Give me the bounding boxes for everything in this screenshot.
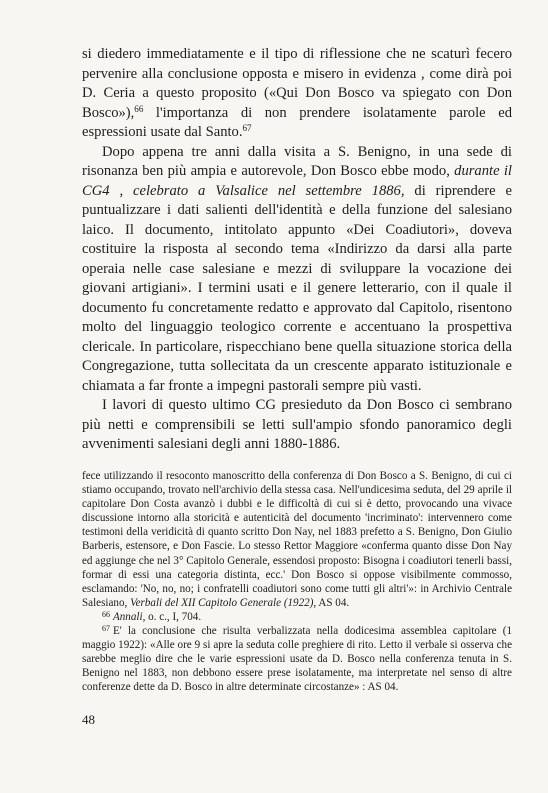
footnote-66 <box>82 610 512 624</box>
paragraph-1-text-b: l'importanza di non prendere isolatamente parole ed espressioni usate dal Santo. <box>82 104 512 140</box>
footnote-66-number: 66 <box>102 610 110 620</box>
paragraph-3: I lavori di questo ultimo CG presieduto da Don Bosco ci sembrano più netti e comprensibili se letti sull'ampio sfondo panoramico degli avvenimenti salesiani degli anni 1880-1886. <box>82 397 512 452</box>
footnote-continuation-text-b: AS 04. <box>316 596 350 609</box>
footnote-continuation-italic: Verbali del XII Capitolo Generale (1922), <box>130 596 317 609</box>
page-number: 48 <box>82 712 95 727</box>
footnote-continuation-text-a: fece utilizzando il resoconto manoscritto della conferenza di Don Bosco a S. Benigno, di cui ci stiamo occupando, trovato nell'archivio della stessa casa. Nell'undicesima seduta, del 29 aprile il capitolare Don Costa avanzò i dubbi e le difficoltà di cui si è detto, provocando una vivace discussione intorno alla storicità e autenticità del documento 'incriminato': intervennero come testimoni della veridicità di quanto scritto Don Nay, nel 1883 prefetto a S. Benigno, Don Giulio Barberis, estensore, e Don Fascie. Lo stesso Rettor Maggiore «conferma quanto disse Don Nay ed aggiunge che nel 3° Capitolo Generale, essendosi proposto: Bisogna i coadiutori tenerli bassi, formar di essi una categoria distinta, ecc.' Don Bosco si oppose visibilmente commosso, esclamando: 'No, no, no; i confratelli coadiutori sono come tutti gli altri'»: in Archivio Centrale Salesiano, <box>82 470 512 609</box>
footnote-67-number: 67 <box>102 624 110 634</box>
footnote-ref-66: 66 <box>134 103 144 114</box>
main-text <box>82 45 512 455</box>
footnote-ref-67: 67 <box>242 123 252 134</box>
paragraph-2-italic: durante il CG4 , celebrato a Valsalice nel settembre 1886, <box>82 163 512 199</box>
footnote-continuation <box>82 469 512 610</box>
paragraph-2 <box>82 143 512 397</box>
paragraph-1 <box>82 45 512 143</box>
footnotes <box>82 469 512 695</box>
paragraph-2-text-a: Dopo appena tre anni dalla visita a S. Benigno, in una sede di risonanza ben più ampia e autorevole, Don Bosco ebbe modo, <box>82 143 512 179</box>
footnote-67-text: E' la conclusione che risulta verbalizzata nella dodicesima assemblea capitolare (1 maggio 1922): «Alle ore 9 si apre la seduta colle preghiere di rito. Letto il verbale si osserva che sarebbe meglio dire che le varie espressioni usate da D. Bosco nella conferenza tenuta in S. Benigno nel 1883, non debbono essere prese isolatamente, ma interpretate nel senso di altre conferenze dette da D. Bosco in altre determinate circostanze» : AS 04. <box>82 625 512 694</box>
footnote-66-text: o. c., I, 704. <box>145 610 202 623</box>
paragraph-1-text-a: si diedero immediatamente e il tipo di riflessione che ne scaturì fecero pervenire alla conclusione opposta e misero in evidenza , come dirà poi D. Ceria a questo proposito («Qui Don Bosco va spiegato con Don Bosco»), <box>82 46 512 121</box>
footnote-66-italic: Annali, <box>112 610 146 623</box>
footnote-67 <box>82 624 512 694</box>
paragraph-2-text-b: di riprendere e puntualizzare i dati salienti dell'identità e della funzione del salesiano laico. Il documento, intitolato appunto «Dei Coadiutori», doveva costituire la risposta al secondo tema «Indirizzo da darsi alla parte operaia nelle case salesiane e mezzi di sviluppare la vocazione dei giovani artigiani». I termini usati e il genere letterario, con il quale il documento fu concretamente redatto e approvato dal Capitolo, risentono molto del linguaggio teologico corrente e accentuano la prospettiva clericale. In particolare, rispecchiano bene quella situazione storica della Congregazione, tutta sollecitata da un crescente apparato istituzionale e chiamata a far fronte a impegni pastorali sempre più vasti. <box>82 182 512 394</box>
